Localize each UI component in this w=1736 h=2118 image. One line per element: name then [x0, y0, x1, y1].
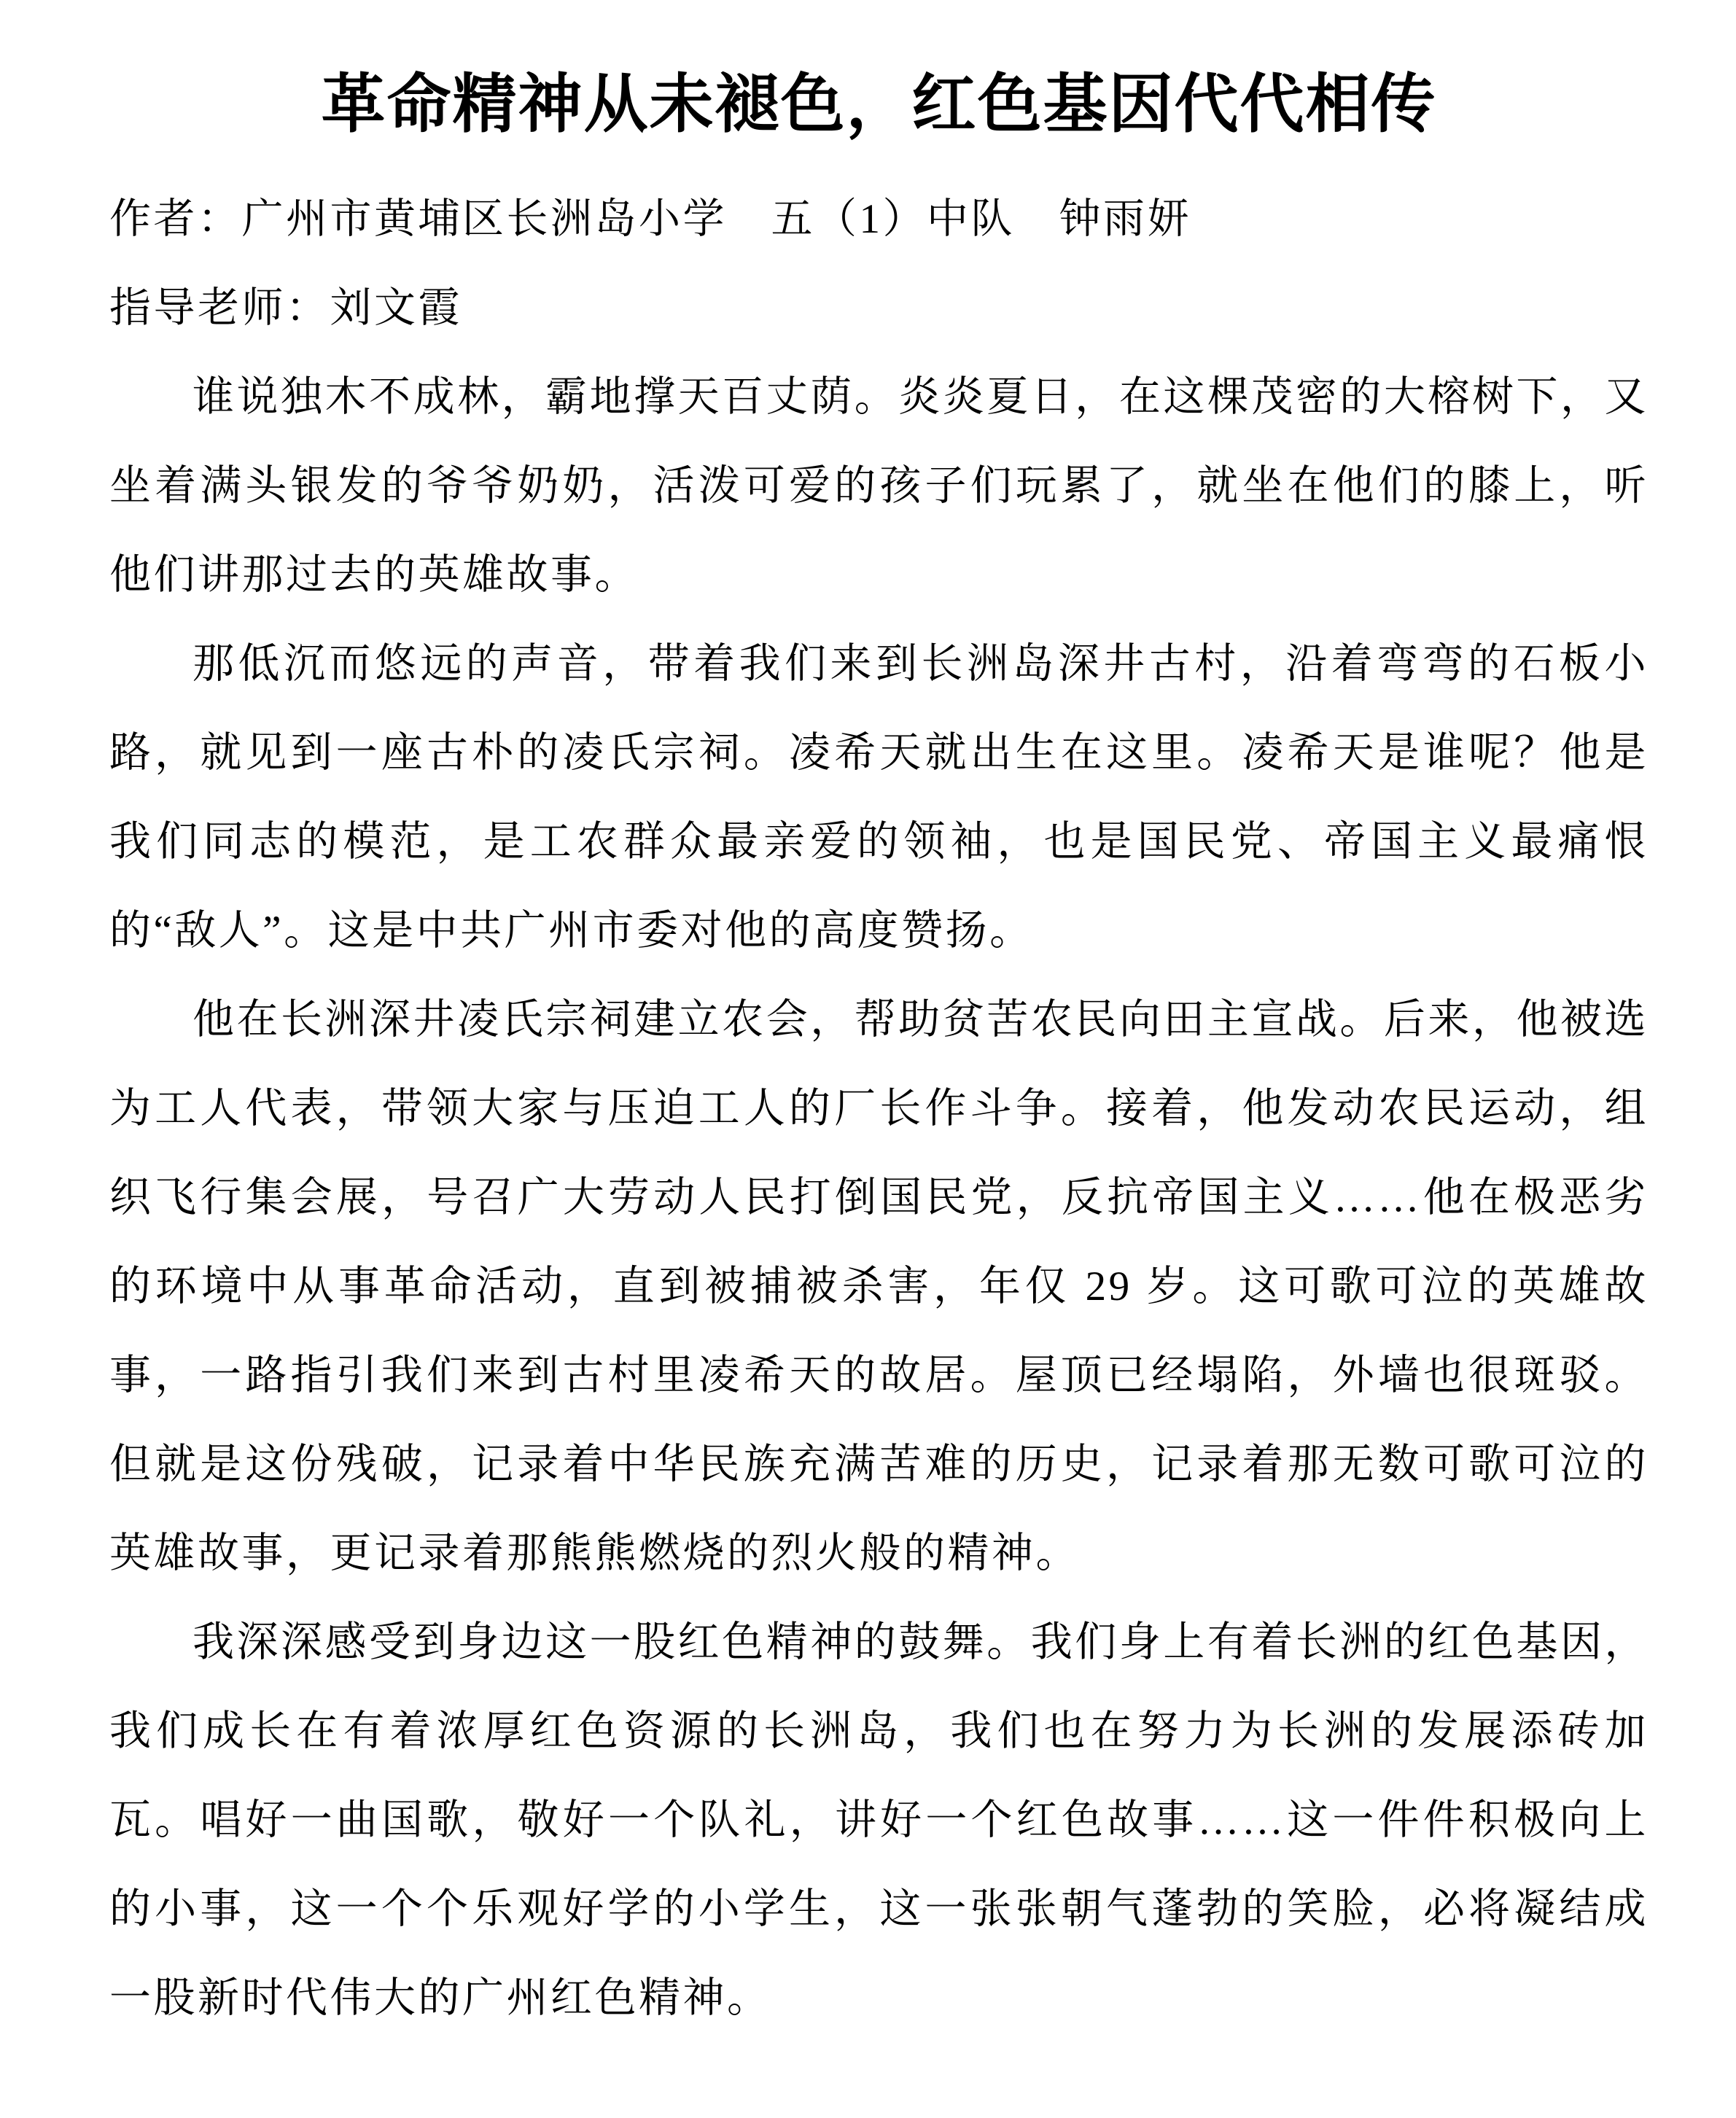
- essay-paragraph-2: 那低沉而悠远的声音，带着我们来到长洲岛深井古村，沿着弯弯的石板小路，就见到一座古朴的凌氏宗祠。凌希天就出生在这里。凌希天是谁呢？他是我们同志的模范，是工农群众最亲爱的领袖，也是国民党、帝国主义最痛恨的“敌人”。这是中共广州市委对他的高度赞扬。: [109, 641, 1649, 954]
- teacher-line: 指导老师：刘文霞: [109, 285, 462, 331]
- essay-paragraph-1: 谁说独木不成林，霸地撑天百丈荫。炎炎夏日，在这棵茂密的大榕树下，又坐着满头银发的爷爷奶奶，活泼可爱的孩子们玩累了，就坐在他们的膝上，听他们讲那过去的英雄故事。: [109, 374, 1649, 598]
- essay-paragraph-4: 我深深感受到身边这一股红色精神的鼓舞。我们身上有着长洲的红色基因，我们成长在有着浓厚红色资源的长洲岛，我们也在努力为长洲的发展添砖加瓦。唱好一曲国歌，敬好一个队礼，讲好一个红色故事……这一件件积极向上的小事，这一个个乐观好学的小学生，这一张张朝气蓬勃的笑脸，必将凝结成一股新时代伟大的广州红色精神。: [109, 1619, 1649, 2021]
- author-line: 作者：广州市黄埔区长洲岛小学 五（1）中队 钟雨妍: [109, 196, 1191, 242]
- essay-paragraph-3: 他在长洲深井凌氏宗祠建立农会，帮助贫苦农民向田主宣战。后来，他被选为工人代表，带领大家与压迫工人的厂长作斗争。接着，他发动农民运动，组织飞行集会展，号召广大劳动人民打倒国民党，反抗帝国主义……他在极恶劣的环境中从事革命活动，直到被捕被杀害，年仅 29 岁。这可歌可泣的英雄故事，一路指引我们来到古村里凌希天的故居。屋顶已经塌陷，外墙也很斑驳。但就是这份残破，记录着中华民族充满苦难的历史，记录着那无数可歌可泣的英雄故事，更记录着那熊熊燃烧的烈火般的精神。: [109, 997, 1649, 1576]
- document-title: 革命精神从未褪色，红色基因代代相传: [321, 70, 1437, 141]
